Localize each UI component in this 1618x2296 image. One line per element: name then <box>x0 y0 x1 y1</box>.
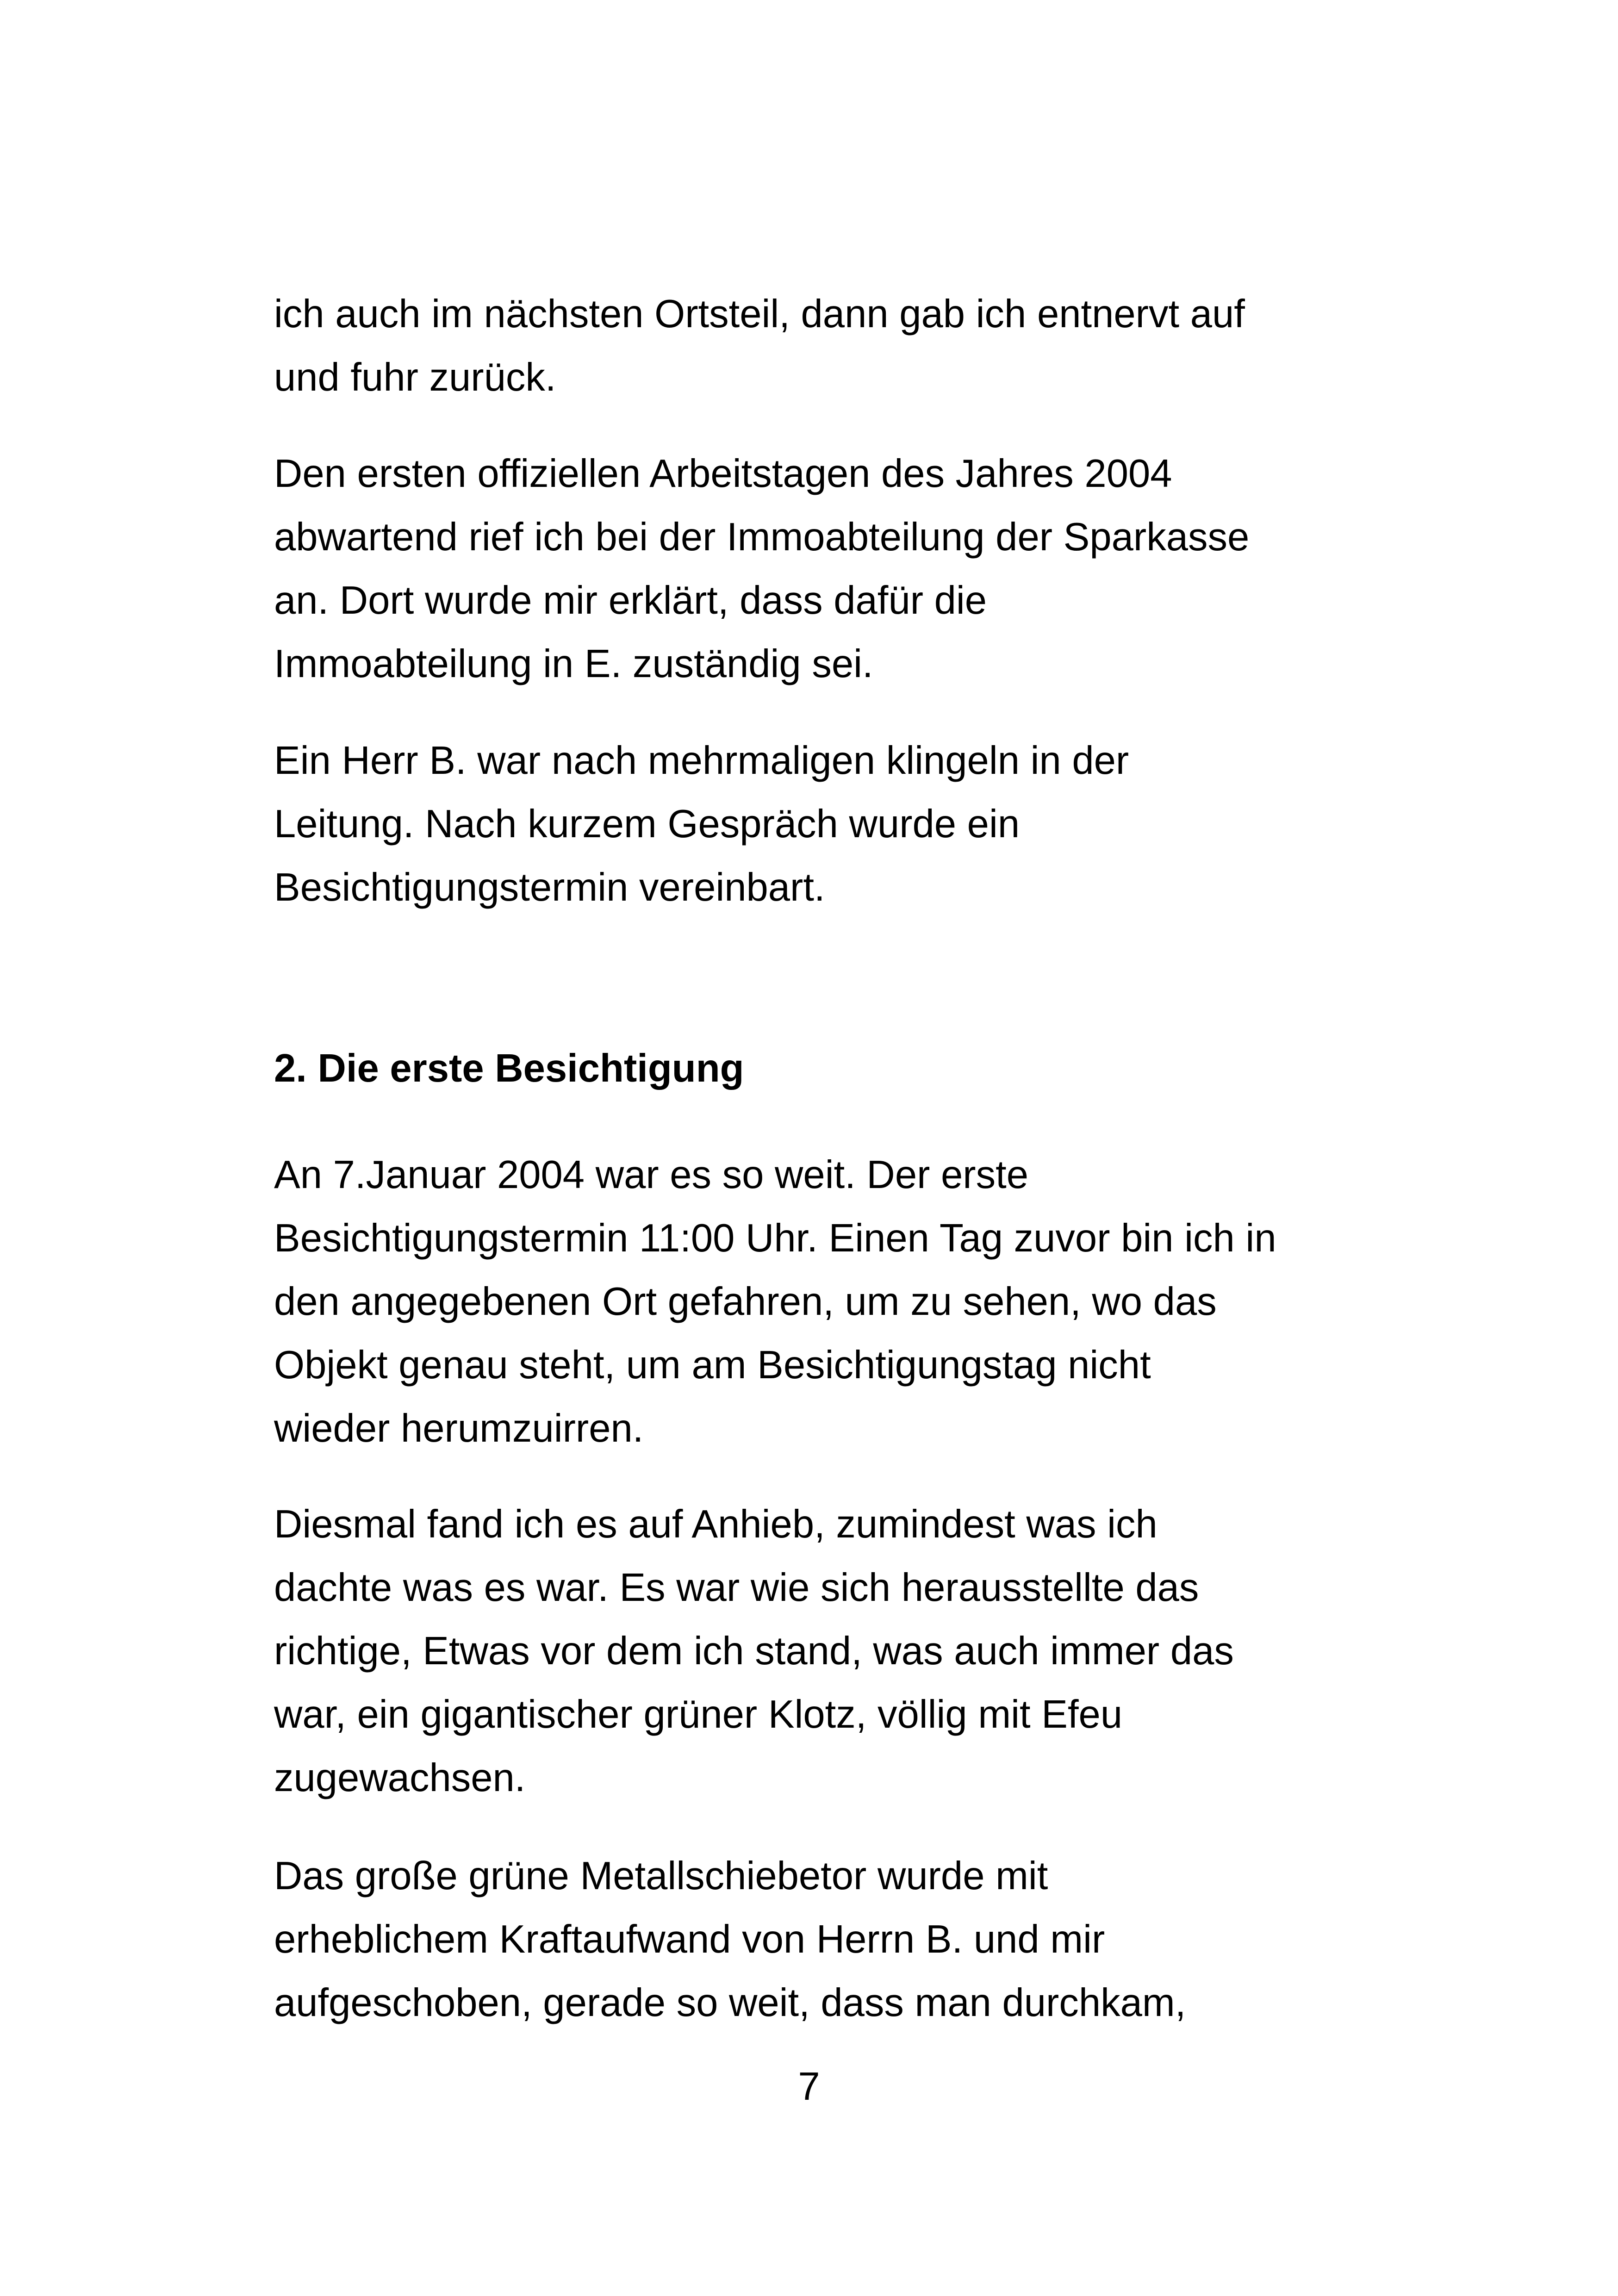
paragraph-3 <box>274 729 1366 919</box>
text-line: An 7.Januar 2004 war es so weit. Der erste <box>274 1153 1028 1197</box>
text-line: an. Dort wurde mir erklärt, dass dafür die <box>274 579 987 622</box>
text-line: ich auch im nächsten Ortsteil, dann gab ich entnervt auf <box>274 292 1245 336</box>
text-line: Objekt genau steht, um am Besichtigungstag nicht <box>274 1343 1151 1387</box>
section-heading: 2. Die erste Besichtigung <box>274 1046 744 1090</box>
text-line: Diesmal fand ich es auf Anhieb, zumindest was ich <box>274 1502 1157 1546</box>
paragraph-5 <box>274 1493 1366 1810</box>
text-line: erheblichem Kraftaufwand von Herrn B. und mir <box>274 1917 1105 1961</box>
text-line: war, ein gigantischer grüner Klotz, völlig mit Efeu <box>274 1692 1123 1736</box>
text-line: Leitung. Nach kurzem Gespräch wurde ein <box>274 802 1020 846</box>
paragraph-1 <box>274 282 1366 409</box>
text-line: und fuhr zurück. <box>274 355 556 399</box>
paragraph-2 <box>274 442 1366 696</box>
paragraph-6 <box>274 1844 1366 2035</box>
text-line: wieder herumzuirren. <box>274 1406 644 1450</box>
text-line: Das große grüne Metallschiebetor wurde mit <box>274 1854 1048 1898</box>
text-line: Ein Herr B. war nach mehrmaligen klingeln in der <box>274 739 1129 783</box>
page-number: 7 <box>798 2065 820 2109</box>
text-line: Immoabteilung in E. zuständig sei. <box>274 642 873 686</box>
text-line: Besichtigungstermin 11:00 Uhr. Einen Tag zuvor bin ich in <box>274 1216 1276 1260</box>
text-line: Besichtigungstermin vereinbart. <box>274 865 825 909</box>
text-line: zugewachsen. <box>274 1756 526 1800</box>
text-line: aufgeschoben, gerade so weit, dass man durchkam, <box>274 1981 1186 2025</box>
text-line: Den ersten offiziellen Arbeitstagen des Jahres 2004 <box>274 452 1172 496</box>
text-line: abwartend rief ich bei der Immoabteilung der Sparkasse <box>274 515 1250 559</box>
text-line: den angegebenen Ort gefahren, um zu sehen, wo das <box>274 1280 1217 1324</box>
text-line: richtige, Etwas vor dem ich stand, was auch immer das <box>274 1629 1234 1673</box>
paragraph-4 <box>274 1143 1366 1460</box>
text-line: dachte was es war. Es war wie sich herausstellte das <box>274 1566 1199 1610</box>
